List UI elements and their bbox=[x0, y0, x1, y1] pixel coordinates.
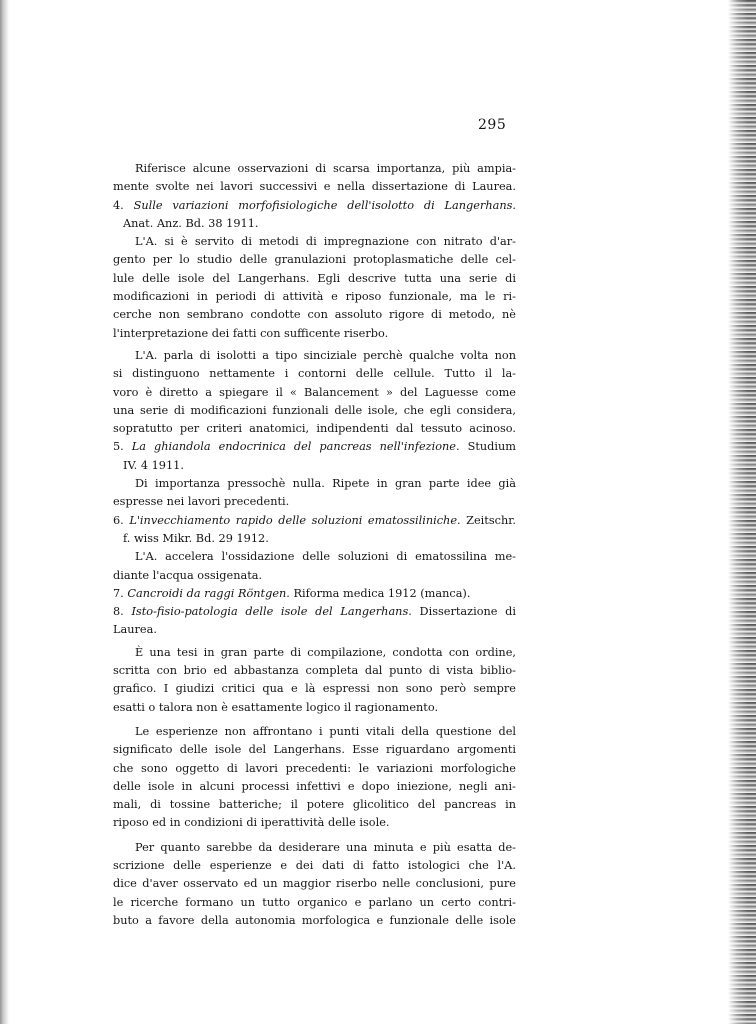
text-line: scritta con brio ed abbastanza completa dal punto di vista biblio- bbox=[113, 664, 516, 678]
item-number: 5. bbox=[113, 440, 132, 454]
scan-edge-right bbox=[728, 0, 756, 1024]
text-line: voro è diretto a spiegare il « Balancement » del Laguesse come bbox=[113, 385, 516, 399]
body-text bbox=[113, 160, 516, 930]
text-line: Riferisce alcune osservazioni di scarsa importanza, più ampia- bbox=[135, 162, 516, 175]
item-title: Cancroidi da raggi Röntgen. bbox=[127, 586, 290, 600]
text-line: È una tesi in gran parte di compilazione, condotta con ordine, bbox=[135, 645, 516, 659]
text-line: l'interpretazione dei fatti con sufficente riserbo. bbox=[113, 326, 389, 340]
text-line: scrizione delle esperienze e dei dati di fatto istologici che l'A. bbox=[113, 858, 516, 872]
bibliography-item bbox=[113, 585, 516, 603]
item-source: Riforma medica 1912 (manca). bbox=[289, 586, 471, 600]
item-title: L'invecchiamento rapido delle soluzioni ematossiliniche. bbox=[129, 513, 461, 527]
page-number: 295 bbox=[478, 117, 507, 133]
text-line: Le esperienze non affrontano i punti vitali della questione del bbox=[135, 724, 516, 738]
scan-edge-left bbox=[0, 0, 9, 1024]
item-number: 4. bbox=[113, 198, 134, 212]
text-line: esatti o talora non è esattamente logico il ragionamento. bbox=[113, 700, 439, 714]
item-source: Zeitschr. bbox=[460, 513, 516, 527]
item-number: 6. bbox=[113, 513, 130, 527]
item-title: Sulle variazioni morfofisiologiche dell'isolotto di Langerhans. bbox=[133, 198, 516, 212]
text-line: Per quanto sarebbe da desiderare una minuta e più esatta de- bbox=[135, 840, 516, 854]
bibliography-item bbox=[113, 603, 516, 621]
text-line: delle isole in alcuni processi infettivi e dopo iniezione, negli ani- bbox=[113, 779, 516, 793]
bibliography-item bbox=[113, 197, 516, 215]
text-line: mali, di tossine batteriche; il potere glicolitico del pancreas in bbox=[113, 798, 516, 812]
bibliography-item bbox=[113, 512, 516, 530]
text-line: modificazioni in periodi di attività e riposo funzionale, ma le ri- bbox=[113, 290, 516, 304]
text-line: una serie di modificazioni funzionali delle isole, che egli considera, bbox=[113, 403, 516, 417]
item-title: La ghiandola endocrinica del pancreas nell'infezione. bbox=[131, 440, 460, 454]
text-line: sopratutto per criteri anatomici, indipendenti dal tessuto acinoso. bbox=[113, 422, 516, 436]
text-line: si distinguono nettamente i contorni delle cellule. Tutto il la- bbox=[113, 367, 516, 381]
text-line: gento per lo studio delle granulazioni protoplasmatiche delle cel- bbox=[113, 253, 516, 267]
text-line: mente svolte nei lavori successivi e nella dissertazione di Laurea. bbox=[113, 180, 516, 194]
item-number: 7. bbox=[113, 586, 128, 600]
text-line: IV. 4 1911. bbox=[123, 458, 184, 472]
text-line: f. wiss Mikr. Bd. 29 1912. bbox=[123, 531, 269, 545]
text-line: Anat. Anz. Bd. 38 1911. bbox=[123, 216, 259, 230]
text-line: L'A. parla di isolotti a tipo sinciziale perchè qualche volta non bbox=[135, 348, 516, 362]
text-line: Laurea. bbox=[113, 623, 157, 637]
item-number: 8. bbox=[113, 605, 132, 619]
bibliography-item bbox=[113, 438, 516, 456]
text-line: cerche non sembrano condotte con assoluto rigore di metodo, nè bbox=[113, 308, 516, 322]
text-line: L'A. si è servito di metodi di impregnazione con nitrato d'ar- bbox=[135, 235, 516, 249]
text-line: che sono oggetto di lavori precedenti: le variazioni morfologiche bbox=[113, 761, 516, 775]
text-line: espresse nei lavori precedenti. bbox=[113, 495, 290, 509]
text-line: L'A. accelera l'ossidazione delle soluzioni di ematossilina me- bbox=[135, 550, 516, 564]
item-source: Studium bbox=[459, 440, 516, 454]
text-line: buto a favore della autonomia morfologica e funzionale delle isole bbox=[113, 913, 516, 927]
item-source: Dissertazione di bbox=[411, 605, 516, 619]
item-title: Isto-fisio-patologia delle isole del Langerhans. bbox=[131, 605, 412, 619]
text-line: grafico. I giudizi critici qua e là espressi non sono però sempre bbox=[113, 682, 516, 696]
text-line: dice d'aver osservato ed un maggior riserbo nelle conclusioni, pure bbox=[113, 877, 516, 891]
text-line: le ricerche formano un tutto organico e parlano un certo contri- bbox=[113, 895, 516, 909]
text-line: riposo ed in condizioni di iperattività delle isole. bbox=[113, 816, 390, 830]
text-line: diante l'acqua ossigenata. bbox=[113, 568, 263, 582]
text-line: significato delle isole del Langerhans. Esse riguardano argomenti bbox=[113, 743, 516, 757]
text-line: lule delle isole del Langerhans. Egli descrive tutta una serie di bbox=[113, 271, 516, 285]
text-line: Di importanza pressochè nulla. Ripete in gran parte idee già bbox=[135, 477, 516, 491]
